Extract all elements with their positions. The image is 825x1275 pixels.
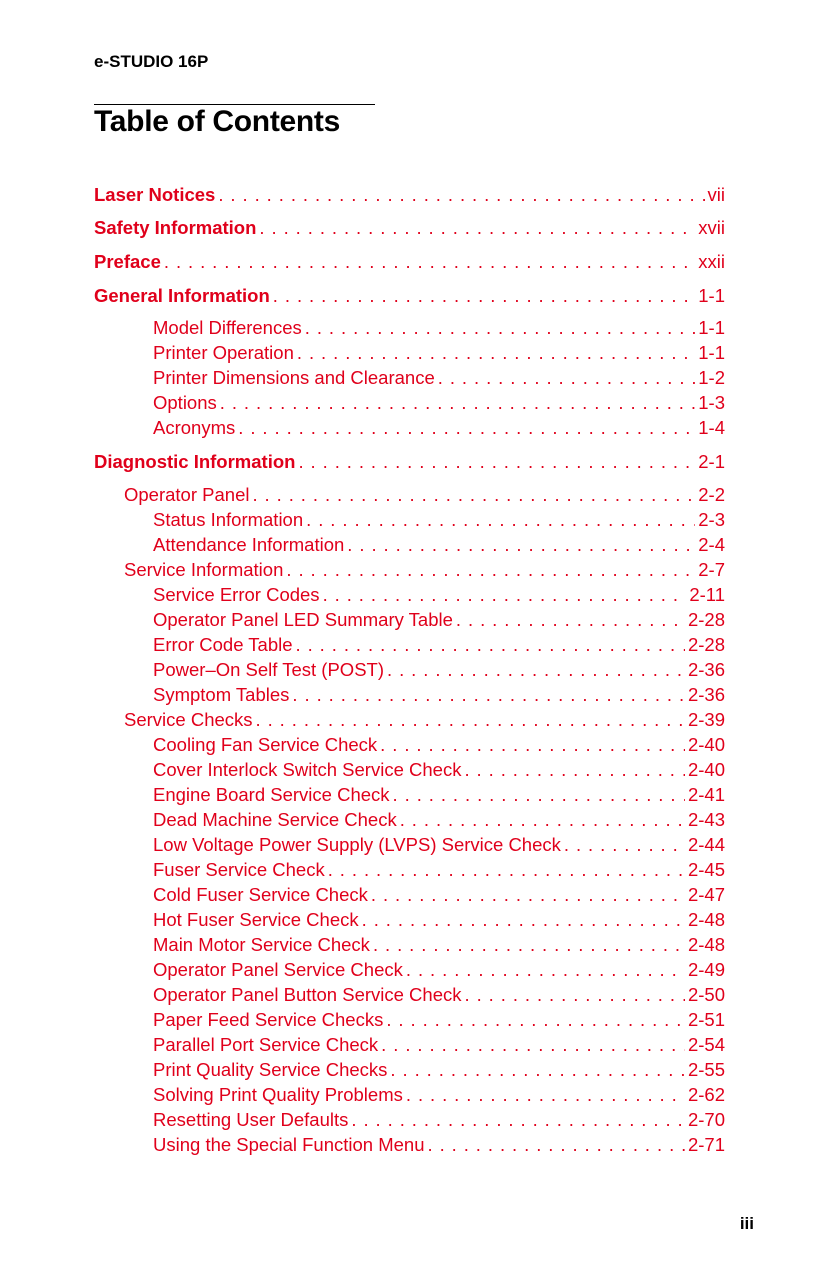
dot-leader [238, 415, 695, 440]
toc-entry-label: Service Information [124, 559, 284, 580]
toc-entry[interactable] [153, 632, 725, 657]
toc-entry-label: Operator Panel [124, 484, 250, 505]
toc-entry-page: 2-54 [687, 1034, 725, 1055]
toc-entry[interactable] [153, 732, 725, 757]
dot-leader [564, 832, 685, 857]
dot-leader [427, 1132, 684, 1157]
dot-leader [292, 682, 685, 707]
dot-leader [347, 532, 695, 557]
toc-entry[interactable] [153, 1107, 725, 1132]
toc-entry-label: Symptom Tables [153, 684, 290, 705]
dot-leader [371, 882, 685, 907]
toc-entry[interactable] [153, 1057, 725, 1082]
toc-entry-page: 2-50 [687, 984, 725, 1005]
toc-entry-page: 2-47 [687, 884, 725, 905]
toc-entry-label: Diagnostic Information [94, 451, 296, 472]
toc-entry-label: Error Code Table [153, 634, 293, 655]
toc-entry[interactable] [153, 607, 725, 632]
toc-entry[interactable] [153, 857, 725, 882]
toc-entry-page: 2-43 [687, 809, 725, 830]
toc-entry-page: 2-48 [687, 909, 725, 930]
toc-entry[interactable] [153, 832, 725, 857]
toc-entry-page: 2-40 [687, 734, 725, 755]
dot-leader [286, 557, 695, 582]
toc-entry[interactable] [153, 782, 725, 807]
dot-leader [164, 249, 695, 274]
toc-entry-page: 2-55 [687, 1059, 725, 1080]
dot-leader [305, 315, 695, 340]
toc-entry-label: Paper Feed Service Checks [153, 1009, 384, 1030]
toc-entry-page: 2-11 [689, 584, 725, 605]
toc-entry-page: 2-40 [687, 759, 725, 780]
toc-entry-label: Solving Print Quality Problems [153, 1084, 403, 1105]
toc-entry[interactable] [124, 482, 725, 507]
page-title: Table of Contents [94, 105, 341, 138]
dot-leader [406, 957, 685, 982]
toc-entry[interactable] [94, 215, 725, 240]
dot-leader [393, 782, 685, 807]
dot-leader [373, 932, 685, 957]
toc-entry-label: Parallel Port Service Check [153, 1034, 379, 1055]
toc-entry-page: 2-70 [687, 1109, 725, 1130]
toc-entry[interactable] [124, 557, 725, 582]
toc-entry-page: 2-3 [698, 509, 725, 530]
toc-entry-page: xxii [698, 251, 725, 272]
toc-entry-label: Hot Fuser Service Check [153, 909, 359, 930]
toc-entry-label: Options [153, 392, 217, 413]
toc-entry-page: 2-48 [687, 934, 725, 955]
toc-entry[interactable] [153, 757, 725, 782]
toc-entry-label: Cover Interlock Switch Service Check [153, 759, 462, 780]
toc-entry-label: Printer Dimensions and Clearance [153, 367, 435, 388]
dot-leader [438, 365, 696, 390]
dot-leader [273, 283, 695, 308]
dot-leader [381, 1032, 685, 1057]
toc-entry[interactable] [94, 182, 725, 207]
toc-entry[interactable] [153, 390, 725, 415]
toc-entry-label: Fuser Service Check [153, 859, 325, 880]
toc-entry-page: 2-36 [687, 659, 725, 680]
toc-entry-page: 2-51 [687, 1009, 725, 1030]
toc-entry[interactable] [153, 682, 725, 707]
toc-entry[interactable] [153, 807, 725, 832]
running-header: e-STUDIO 16P [94, 52, 209, 71]
toc-entry-label: Printer Operation [153, 342, 294, 363]
toc-entry-label: General Information [94, 285, 270, 306]
toc-entry-label: Model Differences [153, 317, 302, 338]
toc-entry-label: Power–On Self Test (POST) [153, 659, 384, 680]
toc-entry-label: Low Voltage Power Supply (LVPS) Service Check [153, 834, 561, 855]
toc-entry-label: Service Checks [124, 709, 253, 730]
dot-leader [218, 182, 704, 207]
toc-entry-label: Using the Special Function Menu [153, 1134, 425, 1155]
toc-entry[interactable] [94, 449, 725, 474]
toc-entry-label: Service Error Codes [153, 584, 320, 605]
dot-leader [259, 215, 695, 240]
page-number: iii [739, 1214, 754, 1233]
dot-leader [298, 449, 695, 474]
toc-entry[interactable] [153, 882, 725, 907]
toc-entry-label: Engine Board Service Check [153, 784, 390, 805]
toc-entry-page: 2-49 [687, 959, 725, 980]
dot-leader [465, 982, 685, 1007]
toc-entry-label: Cooling Fan Service Check [153, 734, 378, 755]
toc-entry-page: 2-7 [698, 559, 725, 580]
dot-leader [400, 807, 685, 832]
toc-entry-page: 1-4 [698, 417, 725, 438]
dot-leader [351, 1107, 685, 1132]
toc-entry-label: Operator Panel Service Check [153, 959, 403, 980]
toc-entry-page: 2-71 [687, 1134, 725, 1155]
toc-entry[interactable] [124, 707, 725, 732]
toc-entry-page: 1-3 [698, 392, 725, 413]
dot-leader [323, 582, 687, 607]
toc-entry[interactable] [153, 532, 725, 557]
toc-entry-page: 2-36 [687, 684, 725, 705]
toc-entry[interactable] [153, 340, 725, 365]
toc-entry-page: 2-2 [698, 484, 725, 505]
toc-entry[interactable] [153, 415, 725, 440]
toc-entry[interactable] [153, 1007, 725, 1032]
toc-entry-label: Dead Machine Service Check [153, 809, 397, 830]
toc-entry[interactable] [153, 315, 725, 340]
dot-leader [456, 607, 685, 632]
toc-entry[interactable] [153, 507, 725, 532]
toc-entry-page: 1-1 [698, 285, 725, 306]
dot-leader [252, 482, 695, 507]
toc-entry[interactable] [153, 582, 725, 607]
toc-entry-page: 2-62 [687, 1084, 725, 1105]
toc-entry[interactable] [153, 932, 725, 957]
toc-entry-label: Attendance Information [153, 534, 345, 555]
toc-entry[interactable] [153, 982, 725, 1007]
dot-leader [464, 757, 685, 782]
toc-entry-label: Laser Notices [94, 184, 216, 205]
toc-entry-label: Safety Information [94, 217, 257, 238]
dot-leader [380, 732, 685, 757]
dot-leader [406, 1082, 685, 1107]
toc-entry-label: Operator Panel LED Summary Table [153, 609, 453, 630]
dot-leader [220, 390, 695, 415]
toc-entry-label: Cold Fuser Service Check [153, 884, 368, 905]
toc-entry-page: 2-45 [687, 859, 725, 880]
toc-entry-page: vii [707, 184, 725, 205]
dot-leader [390, 1057, 685, 1082]
toc-entry-page: 1-1 [698, 342, 725, 363]
dot-leader [297, 340, 695, 365]
dot-leader [306, 507, 695, 532]
toc-entry[interactable] [153, 957, 725, 982]
toc-entry[interactable] [94, 283, 725, 308]
dot-leader [296, 632, 685, 657]
toc-entry-label: Print Quality Service Checks [153, 1059, 388, 1080]
toc-entry[interactable] [153, 1082, 725, 1107]
toc-entry-page: 1-2 [698, 367, 725, 388]
toc-entry[interactable] [94, 249, 725, 274]
toc-entry[interactable] [153, 1132, 725, 1157]
dot-leader [386, 1007, 685, 1032]
toc-entry-label: Preface [94, 251, 161, 272]
toc-entry[interactable] [153, 365, 725, 390]
dot-leader [387, 657, 685, 682]
toc-entry-label: Acronyms [153, 417, 236, 438]
toc-entry-page: 2-28 [687, 609, 725, 630]
toc-entry-label: Resetting User Defaults [153, 1109, 349, 1130]
toc-entry-page: 2-41 [687, 784, 725, 805]
toc-entry-page: 1-1 [698, 317, 725, 338]
toc-entry-page: 2-4 [698, 534, 725, 555]
dot-leader [362, 907, 685, 932]
toc-entry-label: Status Information [153, 509, 304, 530]
toc-entry-label: Main Motor Service Check [153, 934, 370, 955]
toc-entry-page: 2-28 [687, 634, 725, 655]
toc-entry-label: Operator Panel Button Service Check [153, 984, 462, 1005]
dot-leader [328, 857, 685, 882]
toc-entry-page: 2-39 [687, 709, 725, 730]
toc-entry[interactable] [153, 1032, 725, 1057]
toc-entry-page: 2-44 [687, 834, 725, 855]
toc-entry[interactable] [153, 907, 725, 932]
toc-entry-page: xvii [698, 217, 725, 238]
toc-entry-page: 2-1 [698, 451, 725, 472]
dot-leader [256, 707, 685, 732]
toc-entry[interactable] [153, 657, 725, 682]
